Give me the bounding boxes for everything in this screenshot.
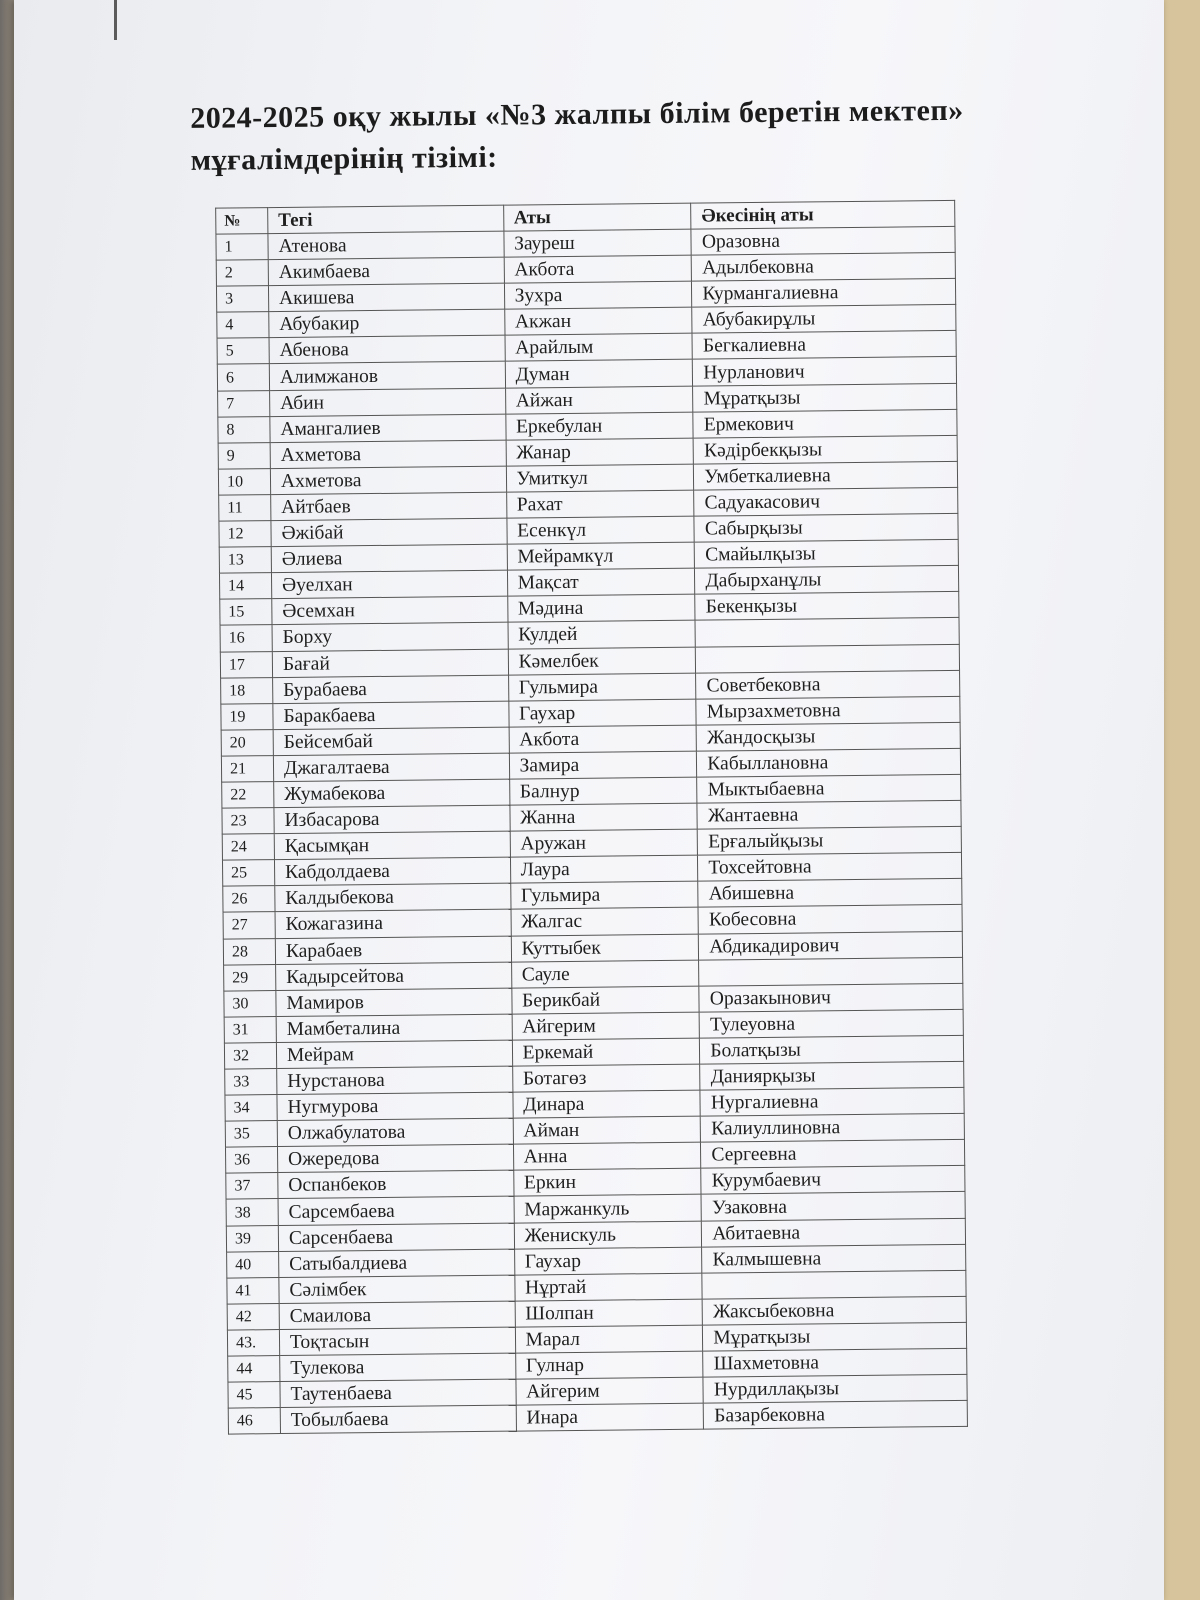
first-name-cell: Рахат [506, 490, 694, 518]
row-number: 7 [218, 390, 270, 417]
row-number: 16 [220, 625, 272, 652]
patronymic-cell: Мұратқызы [693, 383, 957, 412]
surname-cell: Джагалтаева [273, 753, 509, 782]
first-name-cell: Есенкүл [507, 516, 695, 544]
first-name-cell: Динара [513, 1090, 701, 1118]
patronymic-cell: Узаковна [701, 1192, 965, 1221]
surname-cell: Абубакир [269, 309, 505, 338]
first-name-cell: Акжан [504, 307, 692, 335]
surname-cell: Кожагазина [275, 910, 511, 939]
row-number: 9 [218, 442, 270, 469]
row-number: 32 [224, 1042, 276, 1069]
title-line-2: мұғалімдерінің тізімі: [190, 140, 498, 177]
surname-cell: Бейсембай [273, 727, 509, 756]
first-name-cell: Куттыбек [511, 934, 699, 962]
patronymic-cell: Мұратқызы [703, 1322, 967, 1351]
first-name-cell: Еркин [513, 1168, 701, 1196]
row-number: 28 [223, 938, 275, 965]
first-name-cell: Жанар [506, 438, 694, 466]
first-name-cell: Женискуль [514, 1221, 702, 1249]
row-number: 29 [224, 964, 276, 991]
first-name-cell: Мақсат [507, 568, 695, 596]
surname-cell: Әжібай [271, 518, 507, 547]
patronymic-cell: Жандосқызы [696, 722, 960, 751]
first-name-cell: Акбота [509, 725, 697, 753]
patronymic-cell: Бегкалиевна [692, 331, 956, 360]
first-name-cell: Мейрамкүл [507, 542, 695, 570]
row-number: 36 [225, 1147, 277, 1174]
surname-cell: Мейрам [276, 1040, 512, 1069]
surname-cell: Калдыбекова [275, 883, 511, 912]
patronymic-cell [702, 1270, 966, 1299]
surname-cell: Тоқтасын [279, 1327, 515, 1356]
row-number: 13 [219, 547, 271, 574]
surname-cell: Баракбаева [273, 701, 509, 730]
row-number: 5 [217, 338, 269, 365]
row-number: 3 [216, 286, 268, 313]
row-number: 37 [226, 1173, 278, 1200]
header-surname: Тегі [268, 205, 504, 233]
surname-cell: Карабаев [275, 936, 511, 965]
first-name-cell: Айгерим [516, 1377, 704, 1405]
surname-cell: Кадырсейтова [276, 962, 512, 991]
row-number: 12 [219, 521, 271, 548]
surname-cell: Мамиров [276, 988, 512, 1017]
first-name-cell: Умиткул [506, 464, 694, 492]
row-number: 40 [227, 1251, 279, 1278]
row-number: 23 [222, 808, 274, 835]
surname-cell: Смаилова [279, 1301, 515, 1330]
surname-cell: Нурстанова [277, 1066, 513, 1095]
surname-cell: Абин [270, 388, 506, 417]
row-number: 26 [223, 886, 275, 913]
teachers-table [215, 200, 968, 1435]
row-number: 42 [227, 1303, 279, 1330]
surname-cell: Ахметова [270, 466, 506, 495]
first-name-cell: Кулдей [508, 621, 696, 649]
patronymic-cell: Кобесовна [698, 905, 962, 934]
patronymic-cell: Оразовна [691, 226, 955, 255]
row-number: 19 [221, 703, 273, 730]
surname-cell: Ахметова [270, 440, 506, 469]
first-name-cell: Маржанкуль [514, 1195, 702, 1223]
patronymic-cell: Адылбековна [692, 253, 956, 282]
row-number: 8 [218, 416, 270, 443]
row-number: 45 [228, 1382, 280, 1409]
surname-cell: Нугмурова [277, 1092, 513, 1121]
first-name-cell: Мәдина [507, 594, 695, 622]
surname-cell: Олжабулатова [277, 1118, 513, 1147]
row-number: 30 [224, 990, 276, 1017]
first-name-cell: Гульмира [510, 881, 698, 909]
surname-cell: Қасымқан [274, 831, 510, 860]
patronymic-cell: Нурдиллақызы [703, 1374, 967, 1403]
surname-cell: Атенова [268, 231, 504, 260]
first-name-cell: Арайлым [505, 334, 693, 362]
header-number: № [216, 208, 268, 235]
row-number: 20 [221, 729, 273, 756]
first-name-cell: Айжан [505, 386, 693, 414]
row-number: 4 [217, 312, 269, 339]
surname-cell: Бурабаева [273, 675, 509, 704]
first-name-cell: Акбота [504, 255, 692, 283]
first-name-cell: Айман [513, 1116, 701, 1144]
patronymic-cell: Ерғалыйқызы [698, 827, 962, 856]
patronymic-cell: Жантаевна [697, 800, 961, 829]
surname-cell: Жумабекова [274, 779, 510, 808]
surname-cell: Акимбаева [268, 257, 504, 286]
row-number: 43. [227, 1329, 279, 1356]
surname-cell: Әуелхан [271, 570, 507, 599]
patronymic-cell: Абдикадирович [699, 931, 963, 960]
row-number: 35 [225, 1121, 277, 1148]
first-name-cell: Анна [513, 1142, 701, 1170]
patronymic-cell: Абубакирұлы [692, 305, 956, 334]
patronymic-cell: Курмангалиевна [692, 279, 956, 308]
first-name-cell: Замира [509, 751, 697, 779]
header-first-name: Аты [503, 203, 691, 231]
patronymic-cell: Ермекович [693, 409, 957, 438]
row-number: 39 [226, 1225, 278, 1252]
patronymic-cell: Абитаевна [702, 1218, 966, 1247]
patronymic-cell: Нургалиевна [700, 1087, 964, 1116]
patronymic-cell: Дабырханұлы [695, 566, 959, 595]
patronymic-cell: Мырзахметовна [696, 696, 960, 725]
row-number: 34 [225, 1095, 277, 1122]
patronymic-cell: Абишевна [698, 879, 962, 908]
paper-edge-mark [114, 0, 117, 40]
first-name-cell: Думан [505, 360, 693, 388]
surname-cell: Оспанбеков [278, 1170, 514, 1199]
patronymic-cell: Даниярқызы [700, 1061, 964, 1090]
first-name-cell: Балнур [509, 777, 697, 805]
patronymic-cell: Кабыллановна [697, 748, 961, 777]
patronymic-cell: Садуакасович [694, 487, 958, 516]
first-name-cell: Гаухар [514, 1247, 702, 1275]
first-name-cell: Гаухар [508, 699, 696, 727]
surname-cell: Әсемхан [272, 596, 508, 625]
patronymic-cell: Смайылқызы [695, 540, 959, 569]
row-number: 2 [216, 260, 268, 287]
surname-cell: Тобылбаева [280, 1405, 516, 1434]
row-number: 18 [221, 677, 273, 704]
patronymic-cell: Бекенқызы [695, 592, 959, 621]
patronymic-cell: Тулеуовна [699, 1009, 963, 1038]
first-name-cell: Айгерим [512, 1012, 700, 1040]
first-name-cell: Кәмелбек [508, 647, 696, 675]
document-content [182, 89, 1056, 1435]
surname-cell: Мамбеталина [276, 1014, 512, 1043]
header-patronymic: Әкесінің аты [691, 200, 955, 229]
first-name-cell: Нұртай [514, 1273, 702, 1301]
row-number: 38 [226, 1199, 278, 1226]
patronymic-cell: Сергеевна [701, 1140, 965, 1169]
first-name-cell: Еркебулан [505, 412, 693, 440]
row-number: 15 [220, 599, 272, 626]
row-number: 44 [228, 1356, 280, 1383]
patronymic-cell: Умбеткалиевна [694, 461, 958, 490]
patronymic-cell: Базарбековна [704, 1401, 968, 1430]
surname-cell: Әлиева [271, 544, 507, 573]
surname-cell: Бағай [272, 649, 508, 678]
patronymic-cell: Кәдірбекқызы [693, 435, 957, 464]
first-name-cell: Еркемай [512, 1038, 700, 1066]
surname-cell: Избасарова [274, 805, 510, 834]
first-name-cell: Гулнар [515, 1351, 703, 1379]
surname-cell: Айтбаев [271, 492, 507, 521]
first-name-cell: Лаура [510, 855, 698, 883]
first-name-cell: Зухра [504, 281, 692, 309]
row-number: 1 [216, 234, 268, 261]
surname-cell: Борху [272, 623, 508, 652]
first-name-cell: Ботагөз [512, 1064, 700, 1092]
first-name-cell: Сауле [511, 960, 699, 988]
row-number: 46 [228, 1408, 280, 1435]
first-name-cell: Аружан [510, 829, 698, 857]
first-name-cell: Жанна [510, 803, 698, 831]
row-number: 22 [222, 782, 274, 809]
row-number: 10 [218, 468, 270, 495]
patronymic-cell: Шахметовна [703, 1348, 967, 1377]
row-number: 11 [219, 495, 271, 522]
row-number: 25 [222, 860, 274, 887]
table-body [216, 226, 968, 1434]
row-number: 41 [227, 1277, 279, 1304]
surname-cell: Кабдолдаева [274, 857, 510, 886]
first-name-cell: Инара [516, 1403, 704, 1431]
patronymic-cell: Советбековна [696, 670, 960, 699]
first-name-cell: Жалгас [511, 908, 699, 936]
patronymic-cell: Мыктыбаевна [697, 774, 961, 803]
patronymic-cell: Оразакынович [699, 983, 963, 1012]
title-line-1: 2024-2025 оқу жылы «№3 жалпы білім беретін мектеп» [190, 93, 964, 135]
row-number: 24 [222, 834, 274, 861]
surname-cell: Тулекова [280, 1353, 516, 1382]
surname-cell: Сатыбалдиева [279, 1249, 515, 1278]
row-number: 17 [220, 651, 272, 678]
patronymic-cell: Калиуллиновна [701, 1114, 965, 1143]
first-name-cell: Шолпан [515, 1299, 703, 1327]
surname-cell: Алимжанов [269, 362, 505, 391]
row-number: 6 [217, 364, 269, 391]
surname-cell: Ожередова [277, 1144, 513, 1173]
patronymic-cell: Нурланович [693, 357, 957, 386]
first-name-cell: Марал [515, 1325, 703, 1353]
row-number: 21 [221, 755, 273, 782]
patronymic-cell: Жаксыбековна [702, 1296, 966, 1325]
surname-cell: Абенова [269, 336, 505, 365]
surname-cell: Сарсембаева [278, 1197, 514, 1226]
patronymic-cell [696, 644, 960, 673]
surname-cell: Таутенбаева [280, 1379, 516, 1408]
patronymic-cell: Сабырқызы [694, 513, 958, 542]
surname-cell: Сәлімбек [279, 1275, 515, 1304]
surname-cell: Амангалиев [270, 414, 506, 443]
surname-cell: Сарсенбаева [278, 1223, 514, 1252]
document-title [190, 89, 1043, 182]
patronymic-cell: Калмышевна [702, 1244, 966, 1273]
patronymic-cell: Тохсейтовна [698, 853, 962, 882]
patronymic-cell: Курумбаевич [701, 1166, 965, 1195]
first-name-cell: Берикбай [511, 986, 699, 1014]
first-name-cell: Зауреш [504, 229, 692, 257]
patronymic-cell [699, 957, 963, 986]
surname-cell: Акишева [268, 283, 504, 312]
patronymic-cell: Болатқызы [700, 1035, 964, 1064]
first-name-cell: Гульмира [508, 673, 696, 701]
row-number: 27 [223, 912, 275, 939]
row-number: 33 [225, 1069, 277, 1096]
patronymic-cell [695, 618, 959, 647]
row-number: 14 [219, 573, 271, 600]
row-number: 31 [224, 1016, 276, 1043]
